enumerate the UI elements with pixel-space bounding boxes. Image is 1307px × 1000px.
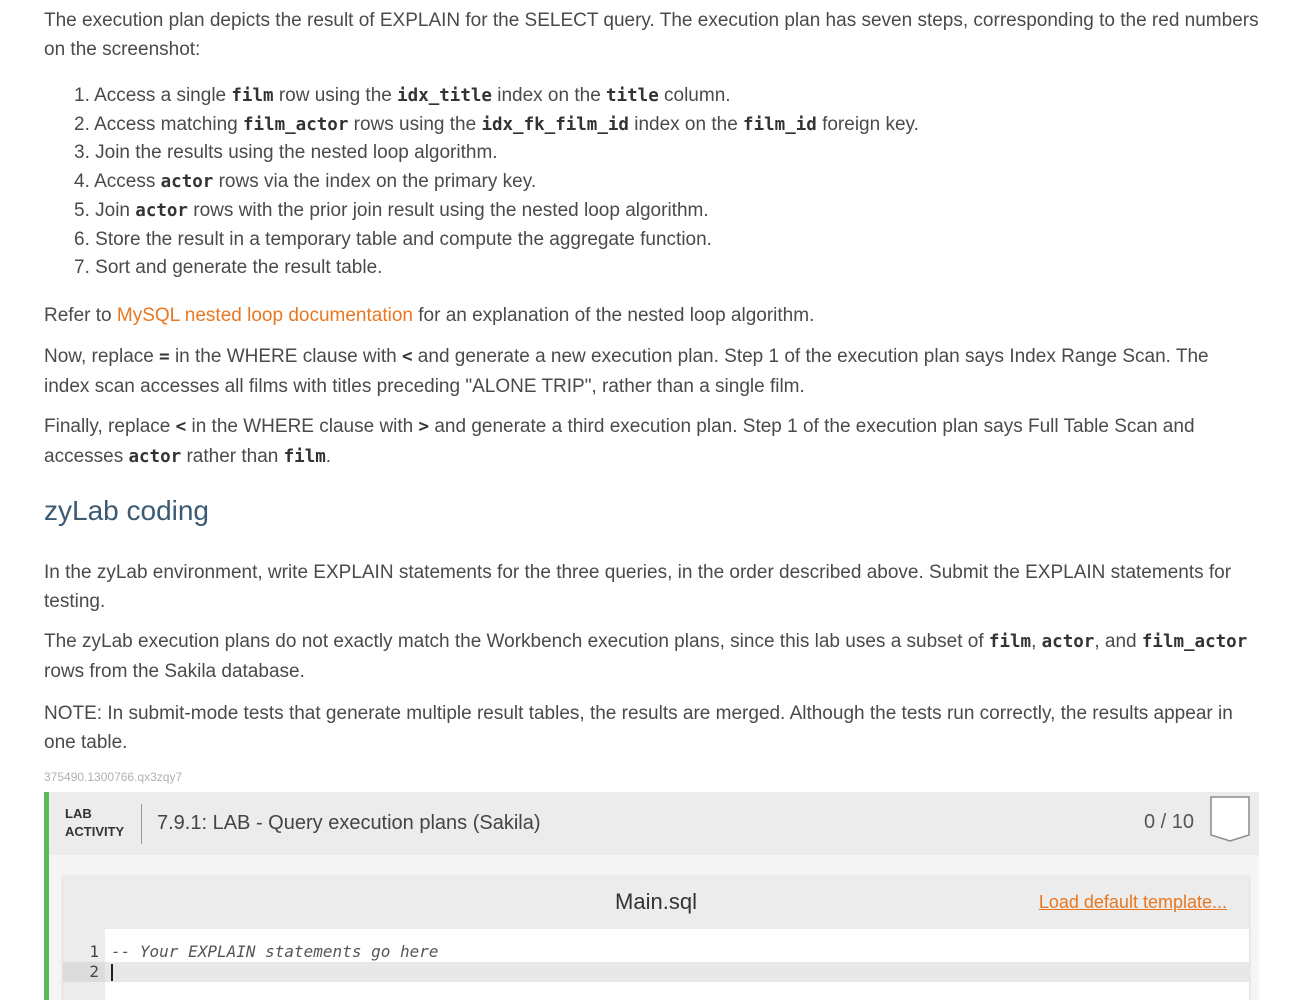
load-default-template-link[interactable]: Load default template... [1038, 892, 1227, 912]
paragraph-text: Now, replace [44, 345, 160, 367]
section-heading: zyLab coding [44, 494, 210, 526]
note-paragraph: NOTE: In submit-mode tests that generate multiple result tables, the results are merged. Although the tests run correctly, the results appear in one table. [44, 702, 1233, 753]
file-name: Main.sql [615, 889, 697, 914]
paragraph-text: and generate a third execution plan. Step 1 of the execution plan says Full Table Scan and accesses [44, 415, 1195, 467]
code-term: title [606, 86, 659, 106]
replace-gt-paragraph [44, 412, 1259, 472]
lab-kind-line: LAB [65, 806, 92, 821]
step-text: Access a single [94, 85, 232, 106]
completion-badge-icon [1210, 796, 1250, 842]
list-item [74, 111, 1259, 140]
lab-title: 7.9.1: LAB - Query execution plans (Sakila) [157, 812, 541, 834]
step-text: row using the [273, 85, 398, 106]
code-line-active[interactable] [63, 962, 1249, 982]
code-term: < [401, 346, 413, 367]
lab-score: 0 / 10 [1144, 811, 1195, 833]
list-item [74, 226, 1259, 255]
step-text: rows using the [348, 113, 482, 135]
lab-kind-label [65, 805, 124, 841]
paragraph-text: rows from the Sakila database. [44, 660, 305, 682]
list-item [74, 254, 1259, 283]
step-text: Sort and generate the result table. [95, 257, 383, 279]
lab-activity [44, 792, 1259, 1000]
list-item [74, 168, 1259, 197]
code-term: actor [128, 446, 182, 467]
paragraph-text: , and [1094, 630, 1142, 652]
step-text: index on the [628, 113, 744, 135]
lab-header [49, 792, 1259, 855]
step-number: 7. [74, 257, 90, 279]
paragraph-text: The zyLab execution plans do not exactly match the Workbench execution plans, since this lab uses a subset of [44, 630, 989, 652]
paragraph-text: in the WHERE clause with [186, 415, 419, 437]
code-term: film [231, 86, 274, 106]
code-term: film [988, 631, 1032, 652]
mysql-nested-loop-link[interactable]: MySQL nested loop documentation [116, 304, 413, 326]
step-text: column. [658, 85, 731, 106]
paragraph-text: and generate a new execution plan. Step 1 of the execution plan says Index Range Scan. The index scan accesses all films with titles preceding "ALONE TRIP", rather than a single film. [44, 345, 1209, 397]
step-number: 3. [74, 142, 90, 164]
list-item [74, 82, 1259, 111]
step-text: rows with the prior join result using the nested loop algorithm. [187, 199, 709, 221]
code-term: < [175, 416, 187, 437]
step-text: Join [95, 199, 136, 221]
code-term: actor [1041, 631, 1095, 652]
code-term: = [159, 346, 170, 367]
step-number: 2. [74, 113, 90, 135]
step-number: 6. [74, 228, 90, 250]
step-text: foreign key. [816, 113, 919, 135]
replace-lt-paragraph [44, 342, 1259, 401]
refer-text: Refer to [44, 304, 117, 326]
code-comment[interactable]: -- Your EXPLAIN statements go here [111, 942, 439, 961]
step-number: 1. [74, 85, 90, 106]
intro-paragraph: The execution plan depicts the result of EXPLAIN for the SELECT query. The execution plan has seven steps, corresponding to the red numbers on the screenshot: [44, 10, 1259, 60]
zylab-instructions-paragraph: In the zyLab environment, write EXPLAIN statements for the three queries, in the order described above. Submit the EXPLAIN statements for testing. [44, 561, 1232, 612]
lab-kind-line: ACTIVITY [65, 824, 125, 839]
list-item [74, 139, 1259, 168]
code-term: actor [160, 172, 214, 193]
paragraph-text: in the WHERE clause with [169, 345, 402, 367]
refer-paragraph [44, 301, 1259, 330]
step-text: Join the results using the nested loop algorithm. [95, 142, 498, 164]
editor-toolbar [63, 876, 1249, 929]
code-term: idx_fk_film_id [481, 114, 629, 135]
step-text: Access matching [94, 113, 243, 135]
text-cursor [111, 964, 113, 981]
line-number: 2 [63, 962, 105, 982]
code-term: film [283, 446, 326, 467]
paragraph-text: , [1031, 630, 1042, 652]
step-text: rows via the index on the primary key. [213, 171, 537, 193]
step-text: index on the [491, 85, 607, 106]
divider [141, 804, 142, 844]
step-number: 5. [74, 199, 90, 221]
code-line[interactable] [63, 942, 1249, 962]
line-number: 1 [89, 942, 99, 961]
paragraph-text: . [325, 445, 332, 467]
paragraph-text: rather than [181, 445, 284, 467]
refer-text: for an explanation of the nested loop algorithm. [412, 304, 815, 326]
code-term: actor [135, 200, 188, 221]
step-text: Access [94, 171, 161, 193]
steps-list [74, 82, 1259, 283]
code-term: idx_title [397, 86, 492, 106]
main-content [44, 6, 1259, 785]
code-term: film_actor [243, 114, 349, 135]
step-number: 4. [74, 171, 90, 193]
code-editor [63, 876, 1249, 1000]
reference-id: 375490.1300766.qx3zqy7 [44, 769, 183, 784]
list-item [74, 197, 1259, 226]
step-text: Store the result in a temporary table and compute the aggregate function. [95, 228, 712, 250]
paragraph-text: Finally, replace [44, 415, 176, 437]
code-term: film_actor [1141, 631, 1248, 652]
code-term: film_id [743, 114, 817, 135]
zylab-subset-paragraph [44, 627, 1259, 686]
code-term: > [418, 416, 430, 437]
